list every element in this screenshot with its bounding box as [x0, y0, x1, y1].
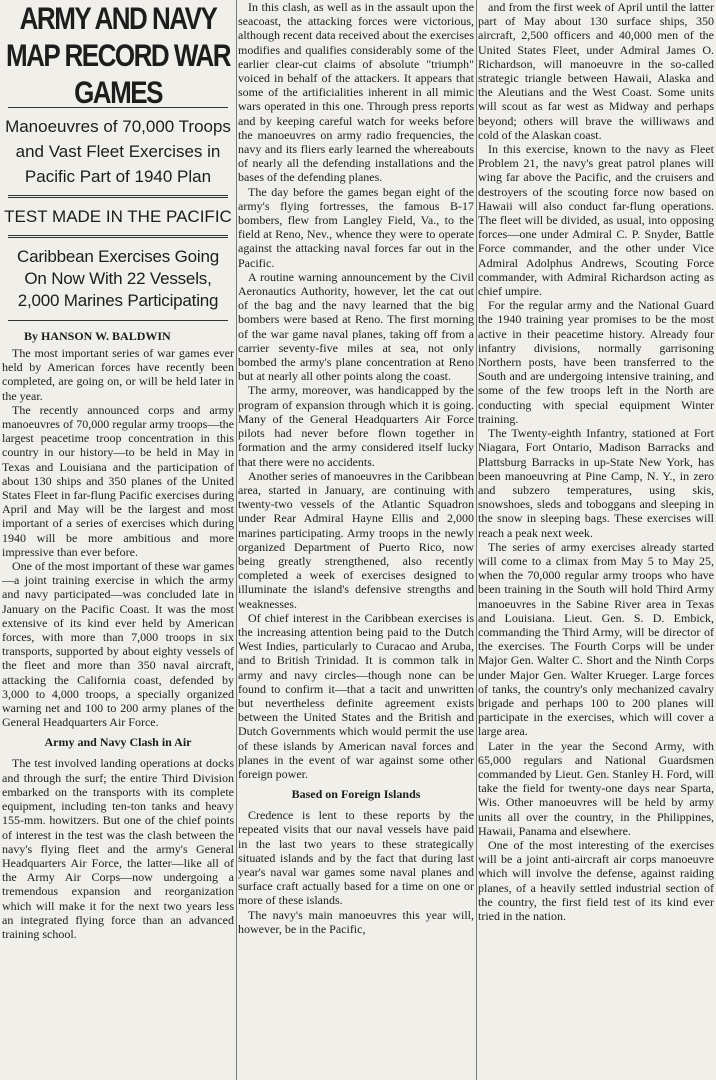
paragraph: The series of army exercises already started will come to a climax from May 5 to May 25, when the 70,000 regular army troops who have been training in the South will hold Third Army manoeuvres in the Sabine River area in Texas and Louisiana. Lieut. Gen. S. D. Embick, commanding the Third Army, will be director of the exercises. The Fourth Corps will be under Major Gen. Walter C. Short and the Ninth Corps under Major Gen. Walter Krueger. Large forces of tanks, the country's only mechanized cavalry brigade and perhaps 100 to 200 planes will participate in the exercises, which will cover a large area.: [478, 539, 714, 739]
column-rule: [476, 0, 477, 1080]
paragraph: In this exercise, known to the navy as Fleet Problem 21, the navy's great patrol planes will wing far above the Pacific, and the cruisers and destroyers of the scouting force now based on Hawaii will also conduct far-flung operations. The fleet will be divided, as usual, into opposing forces—one under Admiral C. P. Snyder, Battle Force commander, and the other under Vice Admiral Adolphus Andrews, Scouting Force commander, with Admiral Richardson acting as chief umpire.: [478, 142, 714, 299]
paragraph: A routine warning announcement by the Civil Aeronautics Authority, however, let the cat out of the bag and the navy learned that the big bombers were based at Reno. The first morning of the war game naval planes, taking off from a carrier seventy-five miles at sea, not only bombed the army's plane concentration at Reno but at nearly all other points along the coast.: [238, 269, 474, 384]
paragraph: Credence is lent to these reports by the repeated visits that our naval vessels have paid in the last two years to these strategically situated islands and by the fact that during last year's naval war games some naval planes and surface craft actually based for a time on one or more of these islands.: [238, 808, 474, 908]
paragraph: One of the most important of these war games—a joint training exercise in which the army and navy participated—was concluded late in January on the Pacific Coast. It was the most extensive of its kind ever held by American forces, with more than 7,000 troops in six transports, supported by about eighty vessels of the fleet and more than 350 naval aircraft, attacking the California coast, defended by 3,000 to 4,000 troops, a specially organized warning net and 100 to 200 army planes of the General Headquarters Air Force.: [2, 559, 234, 730]
paragraph: For the regular army and the National Guard the 1940 training year promises to be the most active in their peacetime history. Already four infantry divisions, normally garrisoning Northern posts, have been transferred to the South and are undergoing intensive training, and some of the few troops left in the North are conducting with special equipment Winter training.: [478, 298, 714, 426]
paragraph: and from the first week of April until the latter part of May about 130 surface ships, 350 aircraft, 2,500 officers and 40,000 men of the United States Fleet, under Admiral James O. Richardson, will manoeuvre in the so-called strategic triangle between Hawaii, Alaska and the Aleutians and the West Coast. Some units will scout as far west as Midway and perhaps beyond; others will brave the williwaws and cold of the Alaskan coast.: [478, 0, 714, 142]
deck-headline-3: Caribbean Exercises Going On Now With 22 Vessels, 2,000 Marines Participating: [17, 247, 219, 310]
paragraph: Later in the year the Second Army, with 65,000 regulars and National Guardsmen commanded by Lieut. Gen. Stanley H. Ford, will take the field for twenty-one days near Sparta, Wis. Other manoeuvres will be held by army units all over the country, in the Philippines, Hawaii, Panama and elsewhere.: [478, 738, 714, 838]
column-2: [238, 0, 474, 1080]
column-1-body-continued: [2, 756, 234, 941]
column-3-body: [478, 0, 714, 923]
paragraph: One of the most interesting of the exercises will be a joint anti-aircraft air corps manoeuvre which will involve the defense, against raiding planes, of a heavily settled industrial section of the country, the first field test of its kind ever tried in the nation.: [478, 837, 714, 923]
column-1-body: [2, 346, 234, 729]
paragraph: The day before the games began eight of the army's flying fortresses, the famous B-17 bombers, flew from Langley Field, Va., to the field at Reno, Nev., whence they were to operate against the attacking naval forces far out in the Pacific.: [238, 184, 474, 270]
divider: [8, 320, 228, 321]
deck-headline-2: TEST MADE IN THE PACIFIC: [4, 207, 232, 226]
paragraph: In this clash, as well as in the assault upon the seacoast, the attacking forces were victorious, although recent data received about the exercises modifies and qualifies considerably some of the earlier clear-cut claims of absolute "triumph" voiced in behalf of the attackers. It appears that some of the artificialities inherent in all mimic wars operated in this one. Through press reports and by keeping careful watch for weeks before the manoeuvres on army radio frequencies, the navy and its fliers early learned the whereabouts of nearly all the defending installations and the bases of the defending planes.: [238, 0, 474, 185]
subheading-air-clash: Army and Navy Clash in Air: [44, 735, 192, 750]
subheading-foreign-islands: Based on Foreign Islands: [291, 787, 421, 802]
paragraph: The Twenty-eighth Infantry, stationed at Fort Niagara, Fort Ontario, Madison Barracks and Plattsburg Barracks in up-State New York, has been manoeuvring at Pine Camp, N. Y., in zero and subzero temperatures, using skis, snowshoes, sleds and toboggans and sleeping in the snow in sleeping bags. These exercises will reach a peak next week.: [478, 426, 714, 540]
paragraph: The most important series of war games ever held by American forces have recently been completed, are going on, or will be held later in the year.: [2, 346, 234, 403]
paragraph: The army, moreover, was handicapped by the program of expansion through which it is going. Many of the General Headquarters Air Force pilots had never before flown together in formation and the army considered itself lucky that there were no accidents.: [238, 383, 474, 469]
paragraph: The recently announced corps and army manoeuvres of 70,000 regular army troops—the largest peacetime troop concentration in this country in our history—to be held in May in Texas and Louisiana and the participation of about 130 ships and 350 planes of the United States Fleet in far-flung Pacific exercises during April and May will be the largest and most important of a series of exercises which during 1940 will be more ambitious and more impressive than ever before.: [2, 402, 234, 559]
column-rule: [236, 0, 237, 1080]
paragraph: The test involved landing operations at docks and through the surf; the entire Third Division embarked on the transports with its complete equipment, including ten-ton tanks and heavy 155-mm. howitzers. But one of the chief points of interest in the test was the clash between the navy's flying fleet and the army's General Headquarters Air Force, the latter—like all of the Army Air Corps—now undergoing a tremendous expansion and reorganization which will make it for the next two years less an integrated flying force than an advanced training school.: [2, 756, 234, 941]
deck-headline-1: Manoeuvres of 70,000 Troops and Vast Fleet Exercises in Pacific Part of 1940 Plan: [5, 117, 231, 186]
column-2-body: [238, 0, 474, 781]
column-3: [478, 0, 714, 1080]
main-headline: ARMY AND NAVY MAP RECORD WAR GAMES: [5, 0, 231, 111]
column-1: [2, 0, 234, 1080]
paragraph: The navy's main manoeuvres this year will, however, be in the Pacific,: [238, 907, 474, 936]
paragraph: Another series of manoeuvres in the Caribbean area, started in January, are continuing with twenty-two vessels of the Atlantic Squadron under Rear Admiral Hayne Ellis and 2,000 marines participating. Army troops in the newly organized Department of Puerto Rico, now being greatly strengthened, also recently completed a week of exercises designed to illuminate the island's defensive strengths and weaknesses.: [238, 468, 474, 611]
paragraph: Of chief interest in the Caribbean exercises is the increasing attention being paid to the Dutch West Indies, particularly to Curacao and Aruba, and to British Trinidad. It is common talk in army and navy circles—though none can be found to confirm it—that a tacit and unwritten but nevertheless definite agreement exists between the United States and the British and Dutch Governments which would permit the use of these islands by American naval forces and planes in the event of war against some other foreign power.: [238, 610, 474, 781]
column-2-body-continued: [238, 808, 474, 936]
divider: [8, 195, 228, 198]
divider: [8, 235, 228, 238]
byline: By HANSON W. BALDWIN: [24, 329, 171, 343]
